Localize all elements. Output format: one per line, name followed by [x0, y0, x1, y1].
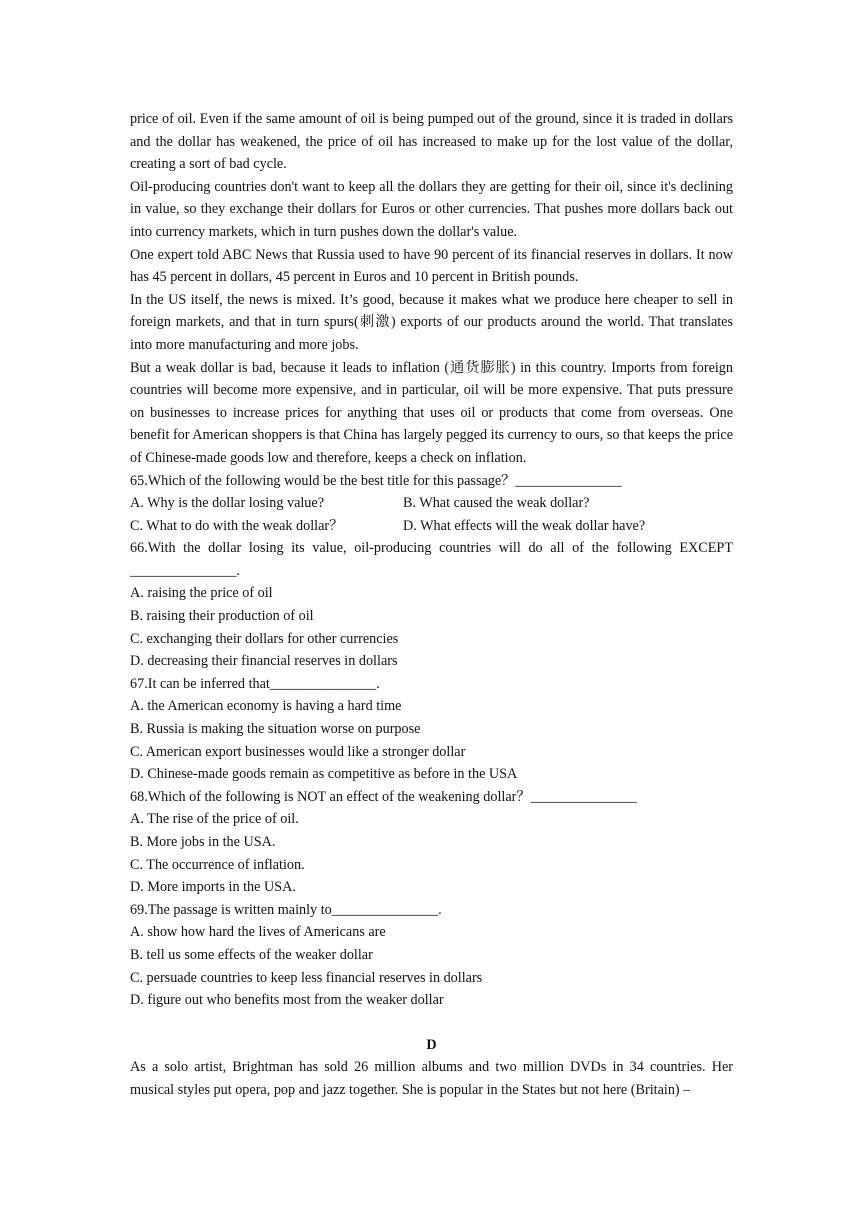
question-67-option-c: C. American export businesses would like a stronger dollar — [130, 743, 466, 760]
question-68-stem: 68.Which of the following is NOT an effect of the weakening dollar？_______________ — [130, 788, 637, 805]
question-66-option-c: C. exchanging their dollars for other currencies — [130, 630, 399, 647]
question-69-option-d: D. figure out who benefits most from the weaker dollar — [130, 992, 444, 1009]
question-65-option-b: B. What caused the weak dollar? — [403, 495, 590, 512]
document-page — [130, 108, 733, 1102]
passage-paragraph: In the US itself, the news is mixed. It’s good, because it makes what we produce here cheaper to sell in foreign markets, and that in turn spurs(刺激) exports of our products around the world. That translates into more manufacturing and more jobs. — [130, 291, 733, 353]
question-65-option-c: C. What to do with the weak dollar？ — [130, 517, 344, 534]
question-69-stem: 69.The passage is written mainly to_______________. — [130, 901, 442, 918]
question-66-stem: 66.With the dollar losing its value, oil-producing countries will do all of the following EXCEPT _______________. — [130, 540, 733, 579]
question-69-option-b: B. tell us some effects of the weaker dollar — [130, 946, 373, 963]
section-d-heading: D — [426, 1036, 437, 1053]
question-69-option-c: C. persuade countries to keep less financial reserves in dollars — [130, 969, 483, 986]
section-d-paragraph: As a solo artist, Brightman has sold 26 million albums and two million DVDs in 34 countries. Her musical styles put opera, pop and jazz together. She is popular in the States but not here (Britain) – — [130, 1059, 733, 1098]
passage-paragraph: price of oil. Even if the same amount of oil is being pumped out of the ground, since it is traded in dollars and the dollar has weakened, the price of oil has increased to make up for the lost value of the dollar, creating a sort of bad cycle. — [130, 111, 733, 173]
question-65-options-row-1 — [130, 492, 733, 515]
question-68-option-b: B. More jobs in the USA. — [130, 834, 276, 850]
question-67-stem: 67.It can be inferred that_______________. — [130, 675, 380, 692]
question-66-option-a: A. raising the price of oil — [130, 585, 273, 602]
question-67-option-b: B. Russia is making the situation worse on purpose — [130, 721, 421, 738]
question-69-option-a: A. show how hard the lives of Americans are — [130, 924, 386, 941]
question-67-option-d: D. Chinese-made goods remain as competitive as before in the USA — [130, 766, 518, 783]
question-68-option-a: A. The rise of the price of oil. — [130, 811, 299, 828]
question-66-option-d: D. decreasing their financial reserves in dollars — [130, 653, 398, 670]
question-65-options-row-2 — [130, 515, 733, 538]
question-66-option-b: B. raising their production of oil — [130, 608, 314, 625]
question-65-option-a: A. Why is the dollar losing value? — [130, 495, 324, 512]
question-65-option-d: D. What effects will the weak dollar have? — [403, 517, 646, 534]
passage-paragraph: Oil-producing countries don't want to keep all the dollars they are getting for their oil, since it's declining in value, so they exchange their dollars for Euros or other currencies. That pushes more dollars back out into currency markets, which in turn pushes down the dollar's value. — [130, 178, 733, 240]
question-65-stem: 65.Which of the following would be the best title for this passage？_______________ — [130, 472, 622, 489]
question-68-option-d: D. More imports in the USA. — [130, 879, 296, 896]
question-67-option-a: A. the American economy is having a hard time — [130, 698, 402, 715]
passage-paragraph: But a weak dollar is bad, because it leads to inflation (通货膨胀) in this country. Imports from foreign countries will become more expensive, and in particular, oil will be more expensive. That puts pressure on businesses to increase prices for anything that uses oil or products that come from overseas. One benefit for American shoppers is that China has largely pegged its currency to ours, so that keeps the price of Chinese-made goods low and therefore, keeps a check on inflation. — [130, 359, 733, 466]
question-68-option-c: C. The occurrence of inflation. — [130, 856, 305, 873]
passage-paragraph: One expert told ABC News that Russia used to have 90 percent of its financial reserves in dollars. It now has 45 percent in dollars, 45 percent in Euros and 10 percent in British pounds. — [130, 246, 733, 286]
